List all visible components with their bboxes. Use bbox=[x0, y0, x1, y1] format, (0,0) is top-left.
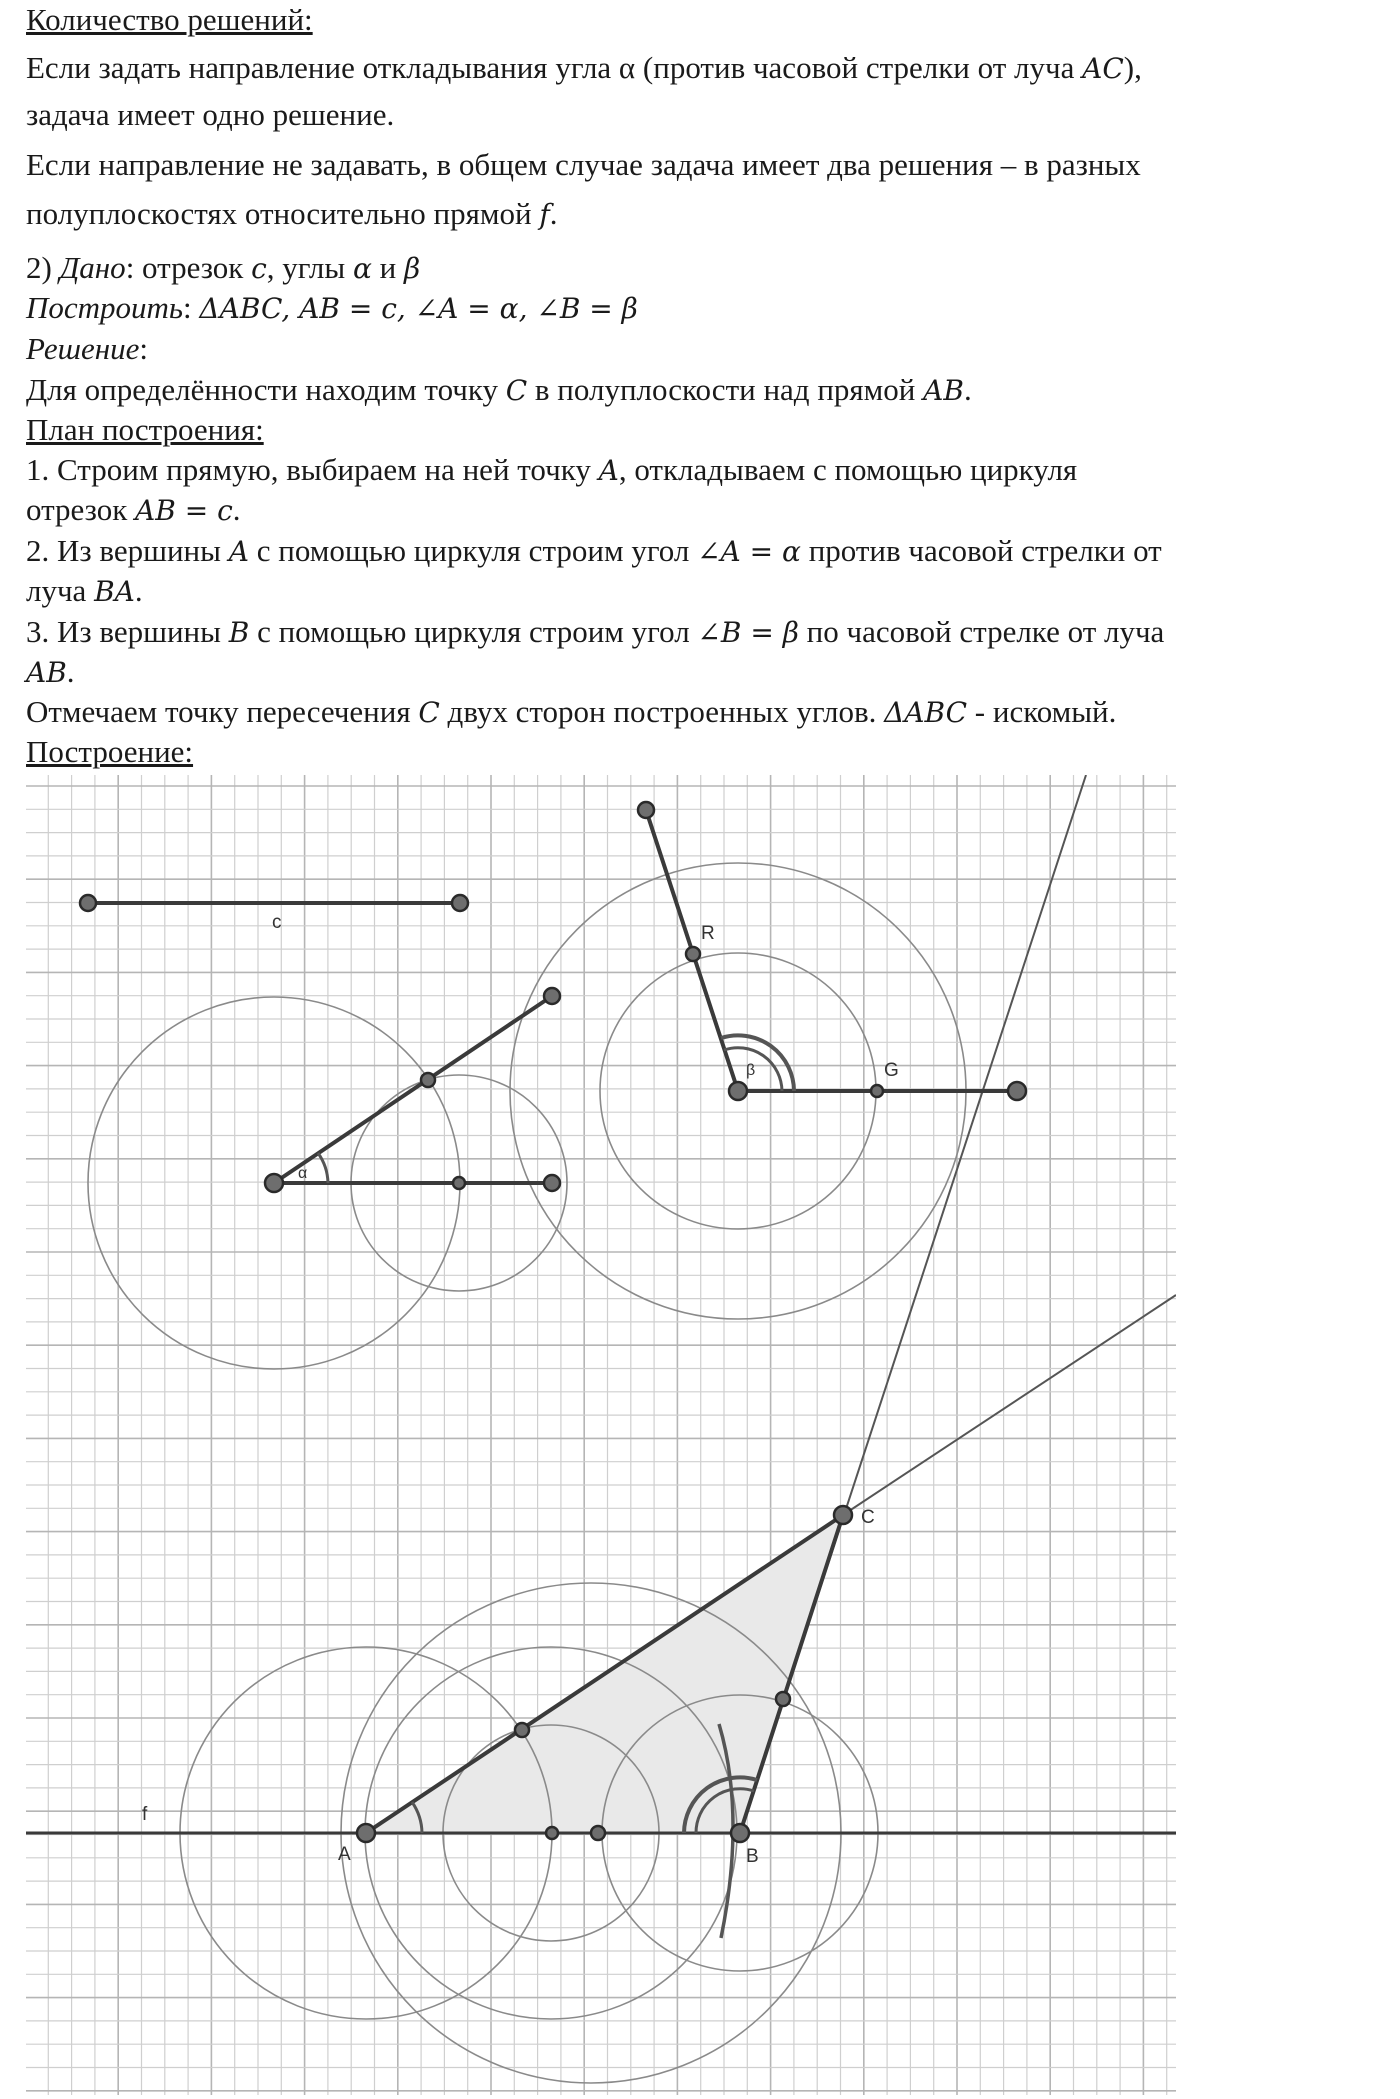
point bbox=[515, 1723, 529, 1737]
label-g: G bbox=[884, 1060, 899, 1081]
plan-step-3: 3. Из вершины B с помощью циркуля строим угол ∠B = β по часовой стрелке от луча bbox=[26, 614, 1165, 649]
label-c-vertex: C bbox=[861, 1507, 875, 1528]
paragraph-line: Для определённости находим точку C в полуплоскости над прямой AB. bbox=[26, 372, 972, 407]
label-r: R bbox=[701, 923, 715, 944]
plan-step-1: 1. Строим прямую, выбираем на ней точку A, откладываем с помощью циркуля bbox=[26, 452, 1078, 487]
point-g bbox=[871, 1085, 883, 1097]
point-a bbox=[357, 1824, 375, 1842]
point bbox=[638, 802, 654, 818]
plan-step-1-cont: отрезок AB = c. bbox=[26, 492, 241, 527]
grid bbox=[26, 775, 1176, 2095]
solution-heading: Решение: bbox=[26, 331, 148, 366]
plan-step-2-cont: луча BA. bbox=[26, 573, 143, 608]
point bbox=[265, 1174, 283, 1192]
plan-step-3-cont: AB. bbox=[26, 654, 75, 689]
plan-step-2: 2. Из вершины A с помощью циркуля строим угол ∠A = α против часовой стрелки от bbox=[26, 533, 1162, 568]
construction-heading: Построение: bbox=[26, 734, 194, 769]
point bbox=[776, 1692, 790, 1706]
label-beta: β bbox=[746, 1062, 756, 1079]
construction-figure bbox=[26, 775, 1176, 2095]
paragraph-line: задача имеет одно решение. bbox=[26, 97, 395, 132]
paragraph-line: полуплоскостях относительно прямой f. bbox=[26, 196, 558, 231]
angle-beta-mark bbox=[721, 1035, 794, 1091]
label-c: c bbox=[272, 912, 282, 933]
plan-heading: План построения: bbox=[26, 412, 264, 447]
label-a: A bbox=[338, 1844, 351, 1865]
paragraph-line: Если задать направление откладывания угла α (против часовой стрелки от луча AC), bbox=[26, 50, 1142, 85]
point bbox=[1008, 1082, 1026, 1100]
label-b: B bbox=[746, 1846, 759, 1867]
point bbox=[591, 1826, 605, 1840]
label-f: f bbox=[142, 1804, 148, 1825]
point-r bbox=[686, 947, 700, 961]
angle-alpha-mark bbox=[318, 1153, 328, 1183]
point bbox=[544, 1175, 560, 1191]
point bbox=[421, 1073, 435, 1087]
heading-solution-count: Количество решений: bbox=[26, 2, 313, 37]
point bbox=[452, 895, 468, 911]
point bbox=[544, 988, 560, 1004]
label-alpha: α bbox=[298, 1165, 308, 1182]
point-c bbox=[834, 1506, 852, 1524]
point bbox=[80, 895, 96, 911]
construct-line: Построить: ΔABC, AB = c, ∠A = α, ∠B = β bbox=[26, 290, 638, 325]
point-b bbox=[731, 1824, 749, 1842]
ray-ac bbox=[843, 1295, 1176, 1515]
paragraph-line: Если направление не задавать, в общем случае задача имеет два решения – в разных bbox=[26, 147, 1141, 182]
point bbox=[729, 1082, 747, 1100]
point bbox=[453, 1177, 465, 1189]
point bbox=[546, 1827, 558, 1839]
given-line: 2) Дано: отрезок c, углы α и β bbox=[26, 250, 421, 285]
paragraph-line: Отмечаем точку пересечения C двух сторон построенных углов. ΔABC - искомый. bbox=[26, 694, 1117, 729]
